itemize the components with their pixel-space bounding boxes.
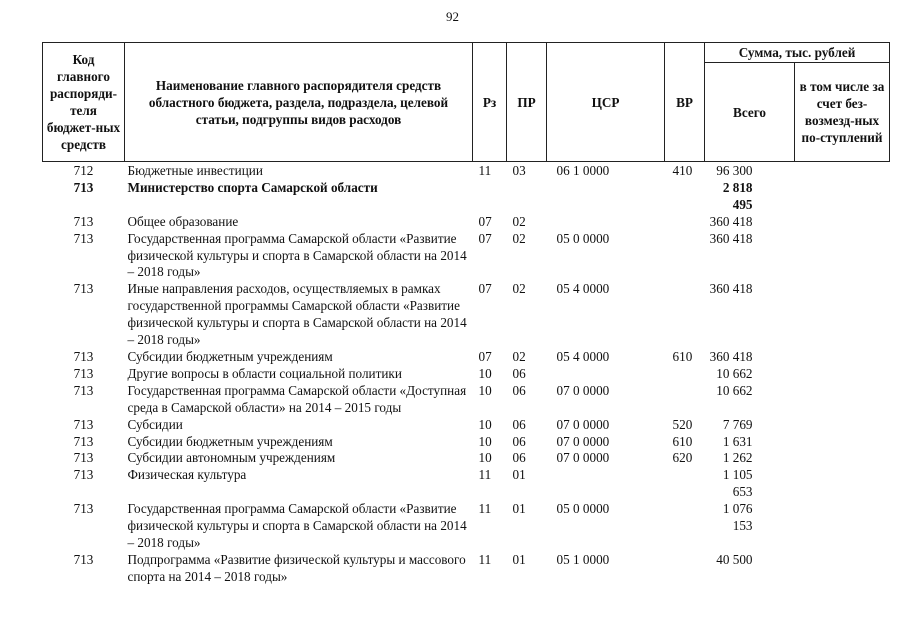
cell-code: 713 (73, 348, 94, 364)
cell-name: Субсидии бюджетным учреждениям (127, 433, 333, 449)
cell-csr: 07 0 0000 (556, 382, 610, 398)
cell-extra (795, 162, 890, 180)
cell-extra (795, 383, 890, 417)
table-row (43, 162, 890, 180)
cell-name: Государственная программа Самарской области «Развитие физической культуры и спорта в Самарской области на 2014 – 2018 годы» (127, 501, 467, 550)
cell-vr (665, 366, 705, 383)
cell-code: 713 (73, 416, 94, 432)
table-row (43, 231, 890, 282)
cell-name: Подпрограмма «Развитие физической культуры и массового спорта на 2014 – 2018 годы» (127, 551, 466, 584)
cell-rz: 11 (478, 551, 492, 567)
cell-vr (665, 501, 705, 552)
cell-name: Государственная программа Самарской области «Развитие физической культуры и спорта в Самарской области на 2014 – 2018 годы» (127, 230, 467, 280)
cell-code: 713 (73, 281, 94, 297)
cell-pr: 01 (512, 467, 526, 483)
table-row (43, 467, 890, 501)
table-row (43, 450, 890, 467)
cell-vr: 410 (672, 163, 693, 178)
header-gratuitous: в том числе за счет без-возмезд-ных по-ступлений (795, 63, 890, 162)
cell-rz: 10 (478, 416, 492, 432)
header-sum: Сумма, тыс. рублей (705, 43, 890, 63)
cell-code: 713 (73, 467, 94, 483)
cell-pr: 06 (512, 365, 526, 381)
cell-code: 713 (73, 230, 94, 246)
cell-vr (665, 214, 705, 231)
cell-csr: 05 4 0000 (556, 348, 610, 364)
cell-pr (507, 180, 547, 214)
cell-extra (795, 180, 890, 214)
cell-vr (665, 231, 705, 282)
cell-code: 713 (73, 433, 94, 449)
cell-rz: 11 (478, 467, 492, 483)
cell-csr (547, 467, 665, 501)
table-row (43, 417, 890, 434)
cell-vr (665, 467, 705, 501)
cell-rz: 10 (478, 365, 492, 381)
cell-total: 360 418 (709, 281, 753, 297)
cell-vr: 610 (672, 348, 693, 364)
cell-vr: 520 (672, 416, 693, 432)
cell-extra (795, 349, 890, 366)
cell-pr: 02 (512, 348, 526, 364)
cell-rz: 07 (478, 230, 492, 246)
cell-extra (795, 417, 890, 434)
cell-total: 10 662 (716, 382, 753, 398)
cell-extra (795, 450, 890, 467)
cell-csr: 07 0 0000 (556, 450, 610, 466)
cell-pr: 06 (512, 450, 526, 466)
cell-pr: 01 (512, 551, 526, 567)
cell-extra (795, 434, 890, 451)
cell-name: Иные направления расходов, осуществляемых в рамках государственной программы Самарской области «Развитие физической культуры и спорта в Самарской области на 2014 – 2018 годы» (127, 281, 467, 348)
cell-csr: 05 0 0000 (556, 230, 610, 246)
cell-total: 40 500 (716, 551, 753, 567)
cell-name: Другие вопросы в области социальной политики (127, 365, 402, 381)
cell-code: 713 (73, 179, 94, 195)
header-pr: ПР (507, 43, 547, 162)
cell-csr: 05 1 0000 (556, 551, 610, 567)
page-number: 92 (446, 9, 459, 24)
table-row (43, 434, 890, 451)
cell-csr (547, 366, 665, 383)
cell-extra (795, 366, 890, 383)
cell-total: 1 105 653 (722, 467, 753, 500)
table-body (43, 162, 890, 586)
budget-table (42, 42, 890, 586)
cell-csr: 05 0 0000 (556, 501, 610, 517)
header-vr: ВР (665, 43, 705, 162)
header-code: Код главного распоряди-теля бюджет-ных средств (43, 43, 125, 162)
cell-name: Бюджетные инвестиции (127, 163, 263, 178)
cell-vr: 620 (672, 450, 693, 466)
cell-rz: 10 (478, 433, 492, 449)
cell-pr: 06 (512, 382, 526, 398)
cell-vr (665, 383, 705, 417)
table-row (43, 349, 890, 366)
table-row (43, 383, 890, 417)
cell-total: 7 769 (722, 416, 753, 432)
cell-csr (547, 214, 665, 231)
cell-extra (795, 231, 890, 282)
cell-rz: 07 (478, 348, 492, 364)
cell-code: 713 (73, 450, 94, 466)
cell-vr (665, 180, 705, 214)
header-name: Наименование главного распорядителя средств областного бюджета, раздела, подраздела, целевой статьи, подгруппы видов расходов (125, 43, 473, 162)
cell-pr: 03 (512, 163, 526, 178)
cell-total: 96 300 (716, 163, 753, 178)
cell-code: 712 (73, 163, 94, 178)
cell-total: 360 418 (709, 348, 753, 364)
cell-pr: 02 (512, 213, 526, 229)
cell-rz: 10 (478, 382, 492, 398)
cell-name: Субсидии бюджетным учреждениям (127, 348, 333, 364)
cell-name: Субсидии (127, 416, 183, 432)
cell-total: 2 818 495 (722, 179, 753, 212)
cell-csr: 05 4 0000 (556, 281, 610, 297)
cell-name: Министерство спорта Самарской области (127, 179, 378, 195)
cell-csr: 07 0 0000 (556, 416, 610, 432)
cell-rz: 11 (478, 163, 492, 178)
cell-code: 713 (73, 213, 94, 229)
cell-name: Физическая культура (127, 467, 247, 483)
cell-vr: 610 (672, 433, 693, 449)
cell-code: 713 (73, 551, 94, 567)
cell-pr: 02 (512, 281, 526, 297)
cell-pr: 06 (512, 433, 526, 449)
cell-total: 360 418 (709, 230, 753, 246)
cell-name: Субсидии автономным учреждениям (127, 450, 336, 466)
cell-vr (665, 281, 705, 349)
cell-pr: 02 (512, 230, 526, 246)
cell-rz: 07 (478, 213, 492, 229)
cell-extra (795, 501, 890, 552)
table-header (43, 43, 890, 162)
header-rz: Рз (473, 43, 507, 162)
cell-csr (547, 180, 665, 214)
cell-name: Государственная программа Самарской области «Доступная среда в Самарской области» на 2014 – 2015 годы (127, 382, 467, 415)
cell-pr: 06 (512, 416, 526, 432)
cell-total: 1 631 (722, 433, 753, 449)
table-row (43, 180, 890, 214)
cell-name: Общее образование (127, 213, 239, 229)
cell-csr: 06 1 0000 (556, 163, 610, 178)
cell-extra (795, 467, 890, 501)
cell-rz (473, 180, 507, 214)
cell-code: 713 (73, 501, 94, 517)
cell-total: 10 662 (716, 365, 753, 381)
cell-pr: 01 (512, 501, 526, 517)
header-total: Всего (705, 63, 795, 162)
table-row (43, 552, 890, 586)
cell-total: 1 076 153 (722, 501, 753, 534)
cell-total: 360 418 (709, 213, 753, 229)
cell-extra (795, 214, 890, 231)
cell-csr: 07 0 0000 (556, 433, 610, 449)
table-row (43, 281, 890, 349)
table-row (43, 501, 890, 552)
cell-extra (795, 281, 890, 349)
header-csr: ЦСР (547, 43, 665, 162)
cell-rz: 10 (478, 450, 492, 466)
cell-vr (665, 552, 705, 586)
cell-rz: 11 (478, 501, 492, 517)
cell-code: 713 (73, 382, 94, 398)
table-row (43, 214, 890, 231)
cell-rz: 07 (478, 281, 492, 297)
table-row (43, 366, 890, 383)
cell-total: 1 262 (722, 450, 753, 466)
cell-code: 713 (73, 365, 94, 381)
cell-extra (795, 552, 890, 586)
